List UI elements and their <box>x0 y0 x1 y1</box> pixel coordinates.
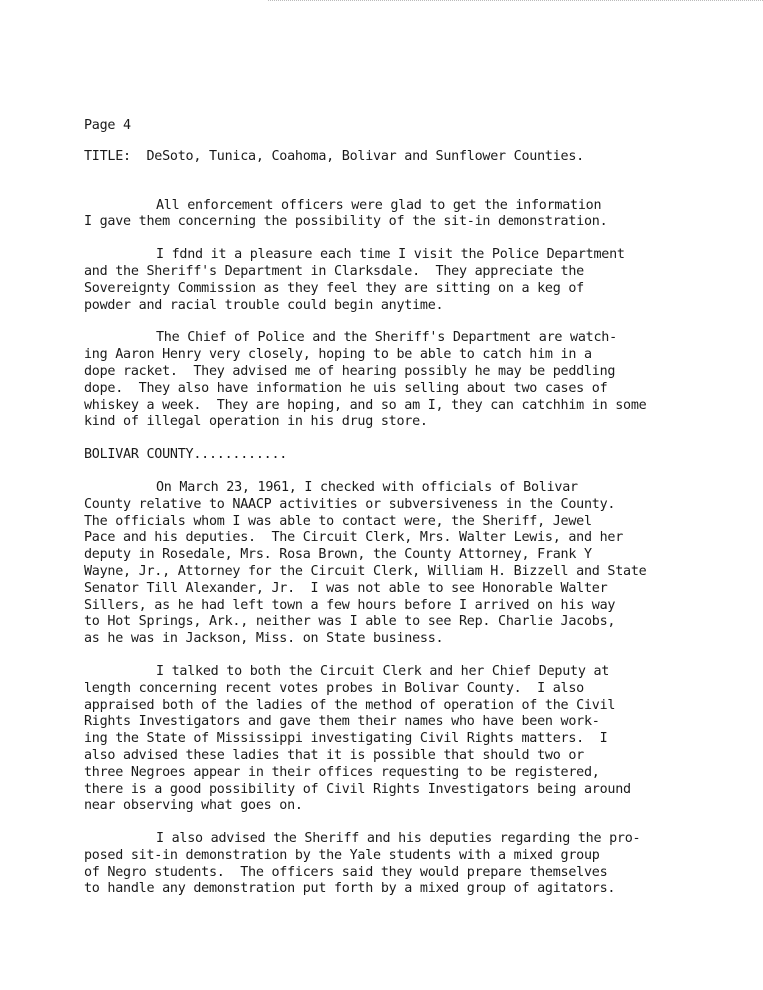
document-title: TITLE: DeSoto, Tunica, Coahoma, Bolivar and Sunflower Counties. <box>84 148 584 164</box>
paragraph-line: to handle any demonstration put forth by a mixed group of agitators. <box>84 881 616 897</box>
section-heading: BOLIVAR COUNTY............ <box>84 447 288 463</box>
paragraph-line: Senator Till Alexander, Jr. I was not able to see Honorable Walter <box>84 580 608 596</box>
section-paragraph-3 <box>84 831 744 898</box>
paragraph-line: Pace and his deputies. The Circuit Clerk, Mrs. Walter Lewis, and her <box>84 530 624 546</box>
paragraph-1 <box>84 198 744 232</box>
paragraph-line: ing Aaron Henry very closely, hoping to be able to catch him in a <box>84 347 592 363</box>
paragraph-line: All enforcement officers were glad to get the information <box>156 197 602 213</box>
paragraph-2 <box>84 247 744 314</box>
paragraph-line: I talked to both the Circuit Clerk and her Chief Deputy at <box>156 663 610 679</box>
document-page <box>84 110 744 914</box>
paragraph-line: Rights Investigators and gave them their names who have been work- <box>84 714 600 730</box>
paragraph-line: The officials whom I was able to contact were, the Sheriff, Jewel <box>84 513 592 529</box>
paragraph-line: Sovereignty Commission as they feel they are sitting on a keg of <box>84 280 584 296</box>
paragraph-line: there is a good possibility of Civil Rights Investigators being around <box>84 781 631 797</box>
section-paragraph-1 <box>84 480 744 648</box>
paragraph-line: to Hot Springs, Ark., neither was I able to see Rep. Charlie Jacobs, <box>84 614 616 630</box>
paragraph-line: three Negroes appear in their offices requesting to be registered, <box>84 764 600 780</box>
paragraph-line: posed sit-in demonstration by the Yale students with a mixed group <box>84 847 600 863</box>
top-dotted-rule <box>268 0 763 1</box>
paragraph-line: ing the State of Mississippi investigating Civil Rights matters. I <box>84 731 608 747</box>
paragraph-line: deputy in Rosedale, Mrs. Rosa Brown, the County Attorney, Frank Y <box>84 547 592 563</box>
page-number: Page 4 <box>84 118 131 133</box>
paragraph-line: I fdnd it a pleasure each time I visit the Police Department <box>156 247 625 263</box>
paragraph-line: On March 23, 1961, I checked with officials of Bolivar <box>156 479 578 495</box>
paragraph-line: I gave them concerning the possibility of the sit-in demonstration. <box>84 214 608 230</box>
paragraph-line: The Chief of Police and the Sheriff's Department are watch- <box>156 330 617 346</box>
paragraph-line: whiskey a week. They are hoping, and so am I, they can catchhim in some <box>84 397 647 413</box>
section-paragraph-2 <box>84 664 744 815</box>
paragraph-line: dope. They also have information he uis selling about two cases of <box>84 380 608 396</box>
paragraph-line: as he was in Jackson, Miss. on State business. <box>84 631 444 647</box>
paragraph-line: I also advised the Sheriff and his deputies regarding the pro- <box>156 831 641 847</box>
paragraph-line: length concerning recent votes probes in Bolivar County. I also <box>84 680 584 696</box>
paragraph-line: Wayne, Jr., Attorney for the Circuit Clerk, William H. Bizzell and State <box>84 563 647 579</box>
paragraph-line: and the Sheriff's Department in Clarksdale. They appreciate the <box>84 263 584 279</box>
paragraph-line: near observing what goes on. <box>84 798 303 814</box>
paragraph-3 <box>84 330 744 431</box>
paragraph-line: Sillers, as he had left town a few hours before I arrived on his way <box>84 597 616 613</box>
paragraph-line: County relative to NAACP activities or subversiveness in the County. <box>84 496 616 512</box>
paragraph-line: of Negro students. The officers said they would prepare themselves <box>84 864 608 880</box>
paragraph-line: appraised both of the ladies of the method of operation of the Civil <box>84 697 616 713</box>
paragraph-line: kind of illegal operation in his drug store. <box>84 414 428 430</box>
paragraph-line: dope racket. They advised me of hearing possibly he may be peddling <box>84 363 616 379</box>
paragraph-line: powder and racial trouble could begin anytime. <box>84 297 444 313</box>
paragraph-line: also advised these ladies that it is possible that should two or <box>84 747 584 763</box>
